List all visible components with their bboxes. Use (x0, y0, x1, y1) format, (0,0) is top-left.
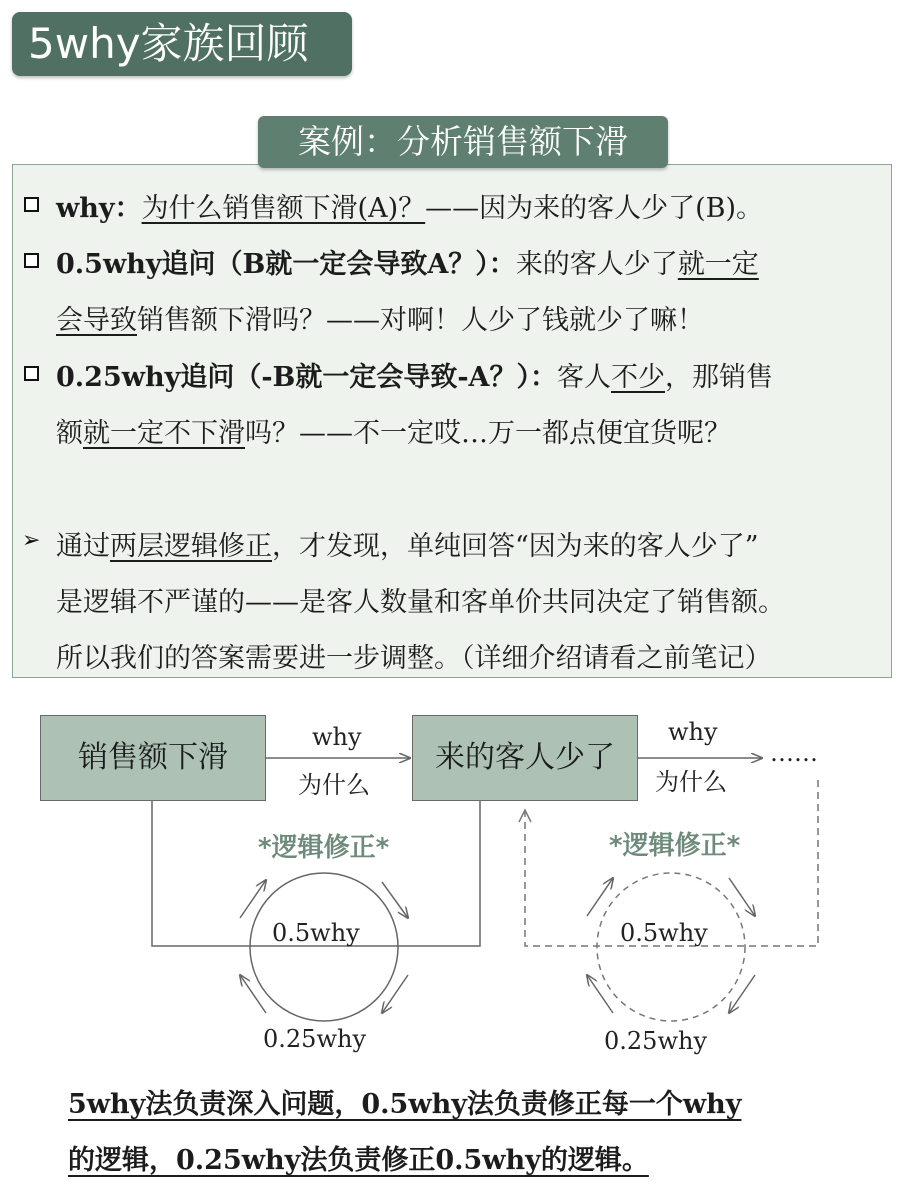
point-why-question: 为什么销售额下滑(A)？ (141, 193, 426, 224)
point-quarter-why-text-b: ，那销售 (665, 362, 774, 393)
triangle-bullet-icon: ➢ (22, 528, 41, 553)
point-quarter-why-underlined: 不少 (611, 362, 666, 393)
point-quarter-why-head: 0.25why追问（-B就一定会导致-A？）： (56, 362, 558, 393)
ellipsis-label: …… (770, 739, 818, 767)
point-quarter-why-underlined-2: 就一定不下滑 (83, 418, 245, 449)
conclusion-text-a: 通过 (56, 531, 110, 562)
conclusion-text-b: ，才发现，单纯回答“因为来的客人少了” (272, 531, 759, 562)
point-half-why-text-2: 销售额下滑吗？——对啊！人少了钱就少了嘛！ (137, 305, 704, 336)
point-half-why-underlined-2: 会导致 (56, 305, 137, 336)
point-half-why-text: 来的客人少了 (515, 249, 678, 280)
point-quarter-why-text-2b: 吗？——不一定哎…万一都点便宜货呢？ (245, 418, 731, 449)
node-sales-decline: 销售额下滑 (40, 715, 266, 801)
wei-shen-me-label-2: 为什么 (655, 768, 727, 796)
why-label-1: why (312, 723, 362, 751)
logic-cycle-2 (597, 873, 745, 1021)
point-quarter-why-text-2: 额 (56, 418, 83, 449)
point-why-answer: ——因为来的客人少了(B)。 (425, 193, 764, 224)
conclusion-line3: 所以我们的答案需要进一步调整。（详细介绍请看之前笔记） (56, 643, 772, 674)
half-why-label-2: 0.5why (620, 919, 708, 947)
logic-correction-label-2: *逻辑修正* (609, 831, 741, 861)
why-label-2: why (668, 718, 718, 746)
point-why-head: why： (56, 193, 142, 224)
point-half-why-head: 0.5why追问（B就一定会导致A？）： (56, 249, 516, 280)
quarter-why-label-2: 0.25why (604, 1027, 707, 1055)
wei-shen-me-label-1: 为什么 (298, 771, 370, 799)
conclusion-underlined: 两层逻辑修正 (110, 531, 272, 562)
case-title: 案例：分析销售额下滑 (258, 116, 668, 168)
logic-correction-label-1: *逻辑修正* (258, 833, 390, 863)
point-half-why-underlined: 就一定 (677, 249, 759, 280)
quarter-why-label-1: 0.25why (263, 1025, 366, 1053)
logic-cycle-1 (250, 873, 398, 1021)
node-fewer-customers: 来的客人少了 (412, 715, 638, 801)
summary-line2: 的逻辑，0.25why法负责修正0.5why的逻辑。 (68, 1145, 649, 1176)
summary-line1: 5why法负责深入问题，0.5why法负责修正每一个why (68, 1089, 742, 1120)
half-why-label-1: 0.5why (272, 919, 360, 947)
point-quarter-why-text: 客人 (557, 362, 612, 393)
conclusion-line2: 是逻辑不严谨的——是客人数量和客单价共同决定了销售额。 (56, 587, 785, 618)
page-title: 5why家族回顾 (12, 12, 352, 76)
